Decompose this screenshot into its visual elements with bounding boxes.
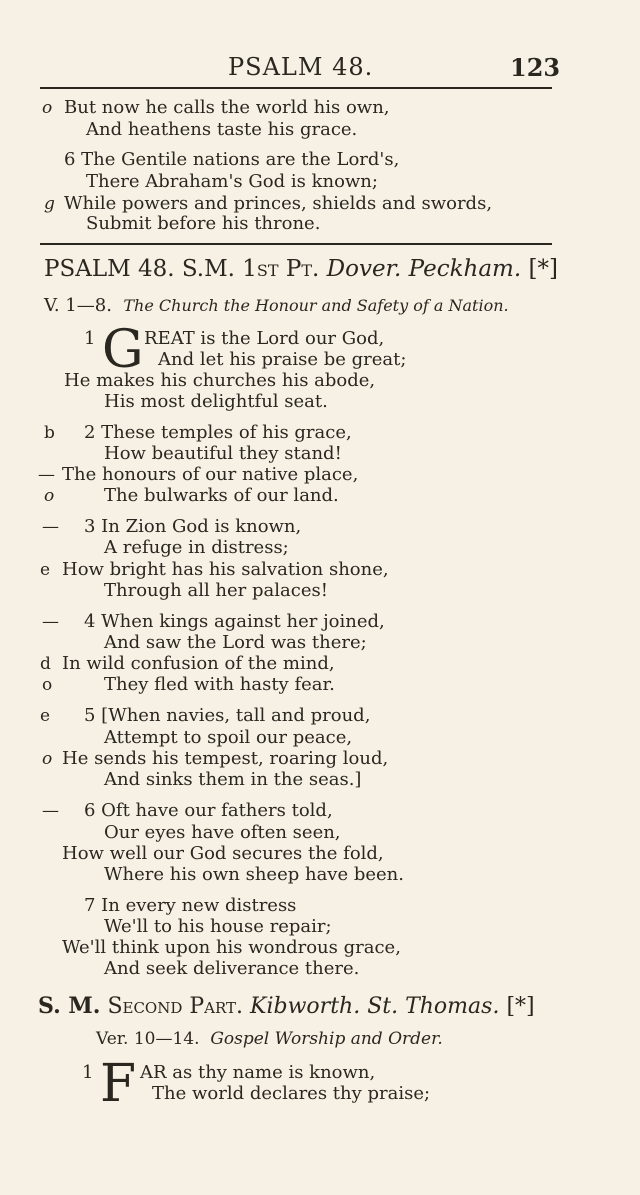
dynamic-marker: o bbox=[42, 98, 53, 118]
verse-line: His most delightful seat. bbox=[104, 391, 328, 412]
verse-line: Through all her palaces! bbox=[104, 580, 328, 601]
dynamic-marker: — bbox=[42, 612, 59, 632]
verse-line: And heathens taste his grace. bbox=[86, 119, 358, 140]
verse-line: They fled with hasty fear. bbox=[104, 674, 335, 695]
verse-line: There Abraham's God is known; bbox=[86, 171, 378, 192]
verse-line: In wild confusion of the mind, bbox=[62, 653, 335, 674]
psalm-subtitle bbox=[44, 295, 509, 316]
verse-line: But now he calls the world his own, bbox=[64, 97, 390, 118]
verse-line: And saw the Lord was there; bbox=[104, 632, 367, 653]
verse-line: 4 When kings against her joined, bbox=[84, 611, 385, 632]
verse-line: 7 In every new distress bbox=[84, 895, 297, 916]
verse-number: 1 bbox=[82, 1062, 94, 1083]
dynamic-marker: e bbox=[40, 560, 51, 580]
part-label: 1st Pt. bbox=[242, 256, 320, 282]
tune-names: Kibworth. St. Thomas. bbox=[250, 994, 500, 1019]
verse-line: Submit before his throne. bbox=[86, 213, 321, 234]
verse-line: Where his own sheep have been. bbox=[104, 864, 404, 885]
psalm-number: PSALM 48. bbox=[44, 256, 175, 282]
verse-number: 1 bbox=[84, 328, 96, 349]
verse-line: 6 The Gentile nations are the Lord's, bbox=[64, 149, 400, 170]
second-part-heading bbox=[38, 993, 535, 1019]
dynamic-marker: — bbox=[38, 465, 55, 485]
page-number: 123 bbox=[510, 53, 561, 82]
verse-line: 5 [When navies, tall and proud, bbox=[84, 705, 371, 726]
verse-line: And sinks them in the seas.] bbox=[104, 769, 362, 790]
meter: S.M. bbox=[181, 256, 235, 282]
dynamic-marker: o bbox=[42, 749, 53, 769]
verse-line: And let his praise be great; bbox=[158, 349, 407, 370]
verse-line: He sends his tempest, roaring loud, bbox=[62, 748, 389, 769]
verse-reference: V. 1—8. bbox=[44, 295, 112, 316]
dynamic-marker: g bbox=[44, 194, 55, 214]
drop-cap: G bbox=[102, 320, 144, 380]
verse-line: A refuge in distress; bbox=[104, 537, 289, 558]
dynamic-marker: e bbox=[40, 706, 51, 726]
section-rule bbox=[40, 243, 552, 245]
subtitle-text: The Church the Honour and Safety of a Nation. bbox=[123, 296, 509, 315]
dynamic-marker: o bbox=[42, 675, 53, 695]
verse-line: We'll think upon his wondrous grace, bbox=[62, 937, 401, 958]
drop-cap: F bbox=[100, 1054, 137, 1114]
subtitle-text: Gospel Worship and Order. bbox=[210, 1029, 443, 1049]
dynamic-marker: — bbox=[42, 517, 59, 537]
running-header-title: PSALM 48. bbox=[228, 53, 374, 81]
verse-line: We'll to his house repair; bbox=[104, 916, 332, 937]
verse-line: 3 In Zion God is known, bbox=[84, 516, 302, 537]
rating-mark: [*] bbox=[528, 256, 558, 282]
meter: S. M. bbox=[38, 993, 101, 1019]
dynamic-marker: — bbox=[42, 801, 59, 821]
verse-line: The honours of our native place, bbox=[62, 464, 359, 485]
verse-line: 2 These temples of his grace, bbox=[84, 422, 352, 443]
verse-line: How well our God secures the fold, bbox=[62, 843, 384, 864]
part-label: Second Part. bbox=[107, 994, 244, 1019]
verse-line: 6 Oft have our fathers told, bbox=[84, 800, 333, 821]
rating-mark: [*] bbox=[506, 994, 535, 1019]
header-rule bbox=[40, 87, 552, 89]
verse-line: The bulwarks of our land. bbox=[104, 485, 339, 506]
psalm-heading bbox=[44, 256, 558, 282]
verse-line: He makes his churches his abode, bbox=[64, 370, 376, 391]
verse-line: How bright has his salvation shone, bbox=[62, 559, 389, 580]
verse-line: AR as thy name is known, bbox=[140, 1062, 376, 1083]
dynamic-marker: d bbox=[40, 654, 51, 674]
verse-line: Attempt to spoil our peace, bbox=[104, 727, 353, 748]
verse-reference: Ver. 10—14. bbox=[96, 1029, 200, 1049]
second-part-subtitle bbox=[96, 1029, 443, 1049]
verse-line: The world declares thy praise; bbox=[152, 1083, 431, 1104]
tune-names: Dover. Peckham. bbox=[326, 256, 522, 282]
verse-line: While powers and princes, shields and swords, bbox=[64, 193, 493, 214]
dynamic-marker: o bbox=[44, 486, 55, 506]
verse-line: And seek deliverance there. bbox=[104, 958, 360, 979]
dynamic-marker: b bbox=[44, 423, 55, 443]
verse-line: REAT is the Lord our God, bbox=[144, 328, 385, 349]
verse-line: Our eyes have often seen, bbox=[104, 822, 341, 843]
verse-line: How beautiful they stand! bbox=[104, 443, 342, 464]
